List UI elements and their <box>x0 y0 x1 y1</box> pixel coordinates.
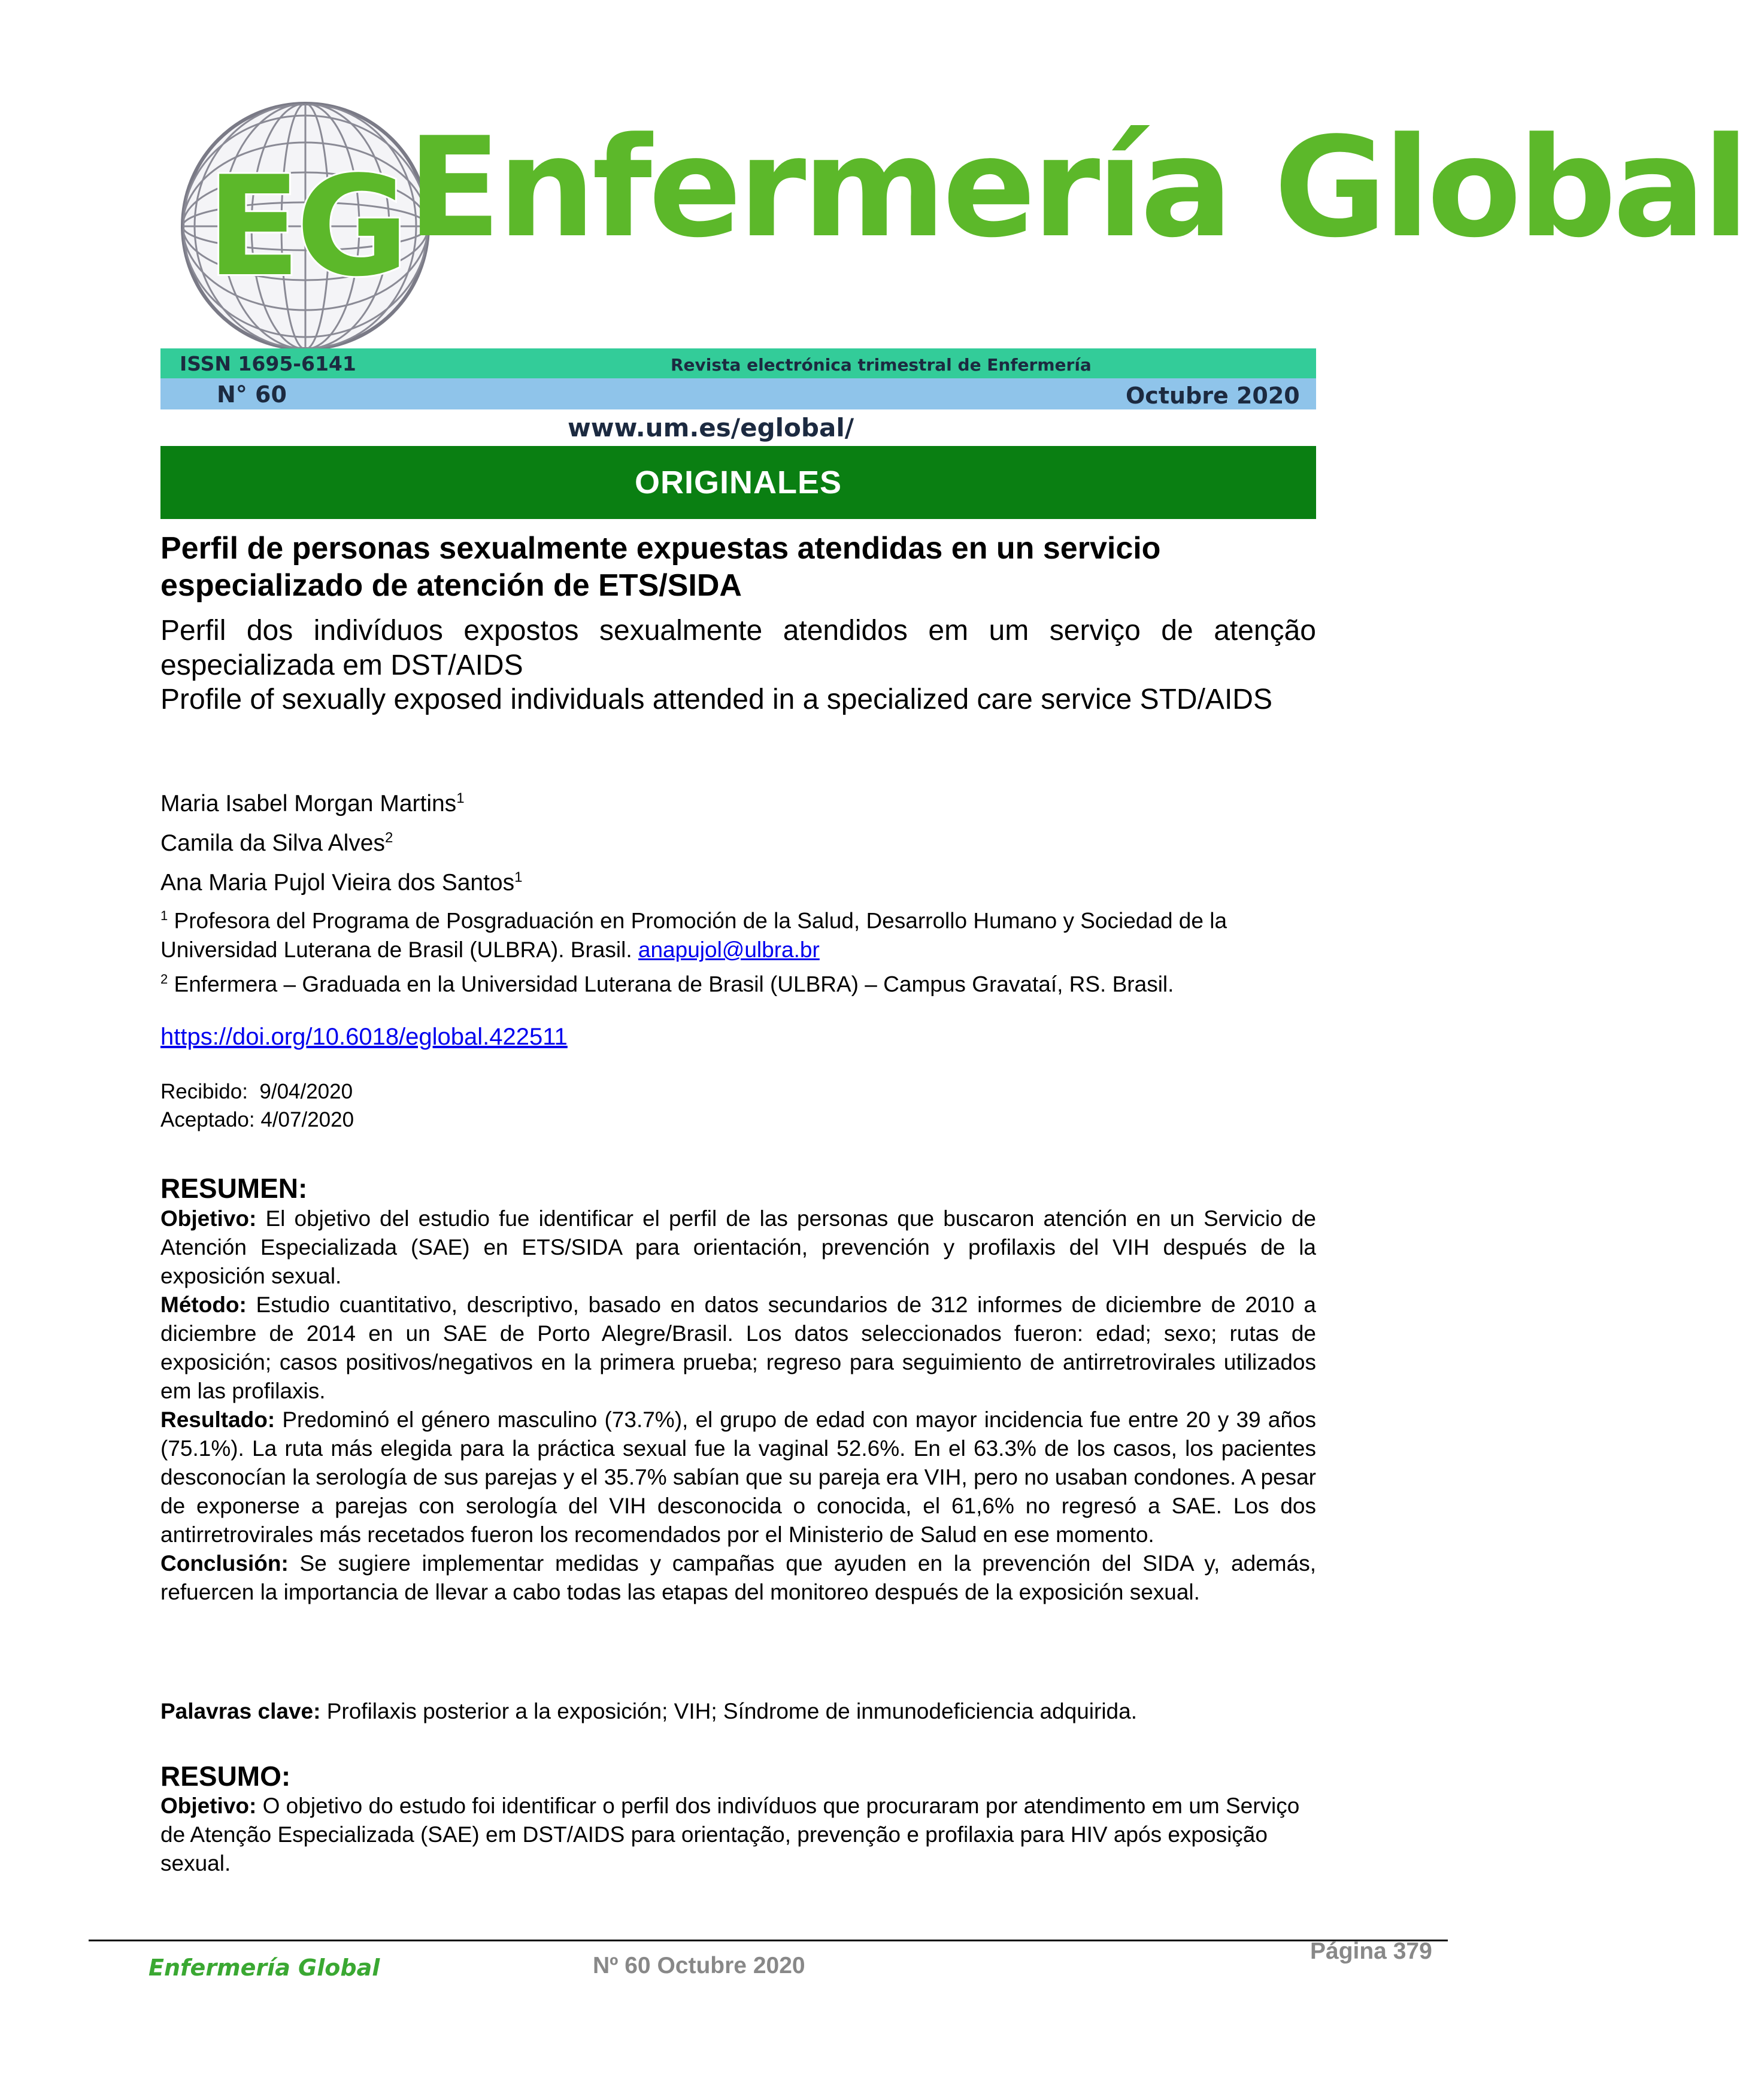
resumo-heading: RESUMO: <box>160 1761 291 1792</box>
page-number: Página 379 <box>1310 1938 1432 1964</box>
article-title-english: Profile of sexually exposed individuals attended in a specialized care service STD/AIDS <box>160 684 1272 715</box>
abstract-results: Resultado: Predominó el género masculino (73.7%), el grupo de edad con mayor incidencia fue entre 20 y 39 años (75.1%). La ruta más elegida para la práctica sexual fue la vaginal 52.6%. En el 63.3% de los casos, los pacientes desconocían la serología de sus parejas y el 35.7% sabían que su pareja era VIH, pero no usaban condones. A pesar de exponerse a parejas con serología del VIH desconocida o conocida, el 61,6% no regresó a SAE. Los dos antirretrovirales más recetados fueron los recomendados por el Ministerio de Salud en ese momento. <box>160 1407 1316 1547</box>
issue-number: N° 60 <box>217 381 287 408</box>
affiliation-ref: 1 <box>514 869 523 885</box>
author: Maria Isabel Morgan Martins$^1$ <box>160 790 465 817</box>
keywords-text: Profilaxis posterior a la exposición; VIH; Síndrome de inmunodeficiencia adquirida. <box>320 1699 1137 1723</box>
affiliations <box>160 901 1316 999</box>
affiliation-ref: 2 <box>385 830 393 846</box>
issue-date: Octubre 2020 <box>1126 383 1300 409</box>
affiliation-1: $^1$ Profesora del Programa de Posgraduación en Promoción de la Salud, Desarrollo Humano y Sociedad de la Universidad Luterana de Brasil (ULBRA). Brasil. anapujol@ulbra.br <box>160 908 1227 963</box>
section-title: ORIGINALES <box>634 465 842 500</box>
author-email-link[interactable]: anapujol@ulbra.br <box>638 937 820 963</box>
journal-tagline: Revista electrónica trimestral de Enfermería <box>671 355 1092 375</box>
author-list <box>160 781 1316 900</box>
keywords-label: Palavras clave: <box>160 1699 321 1723</box>
journal-logo-wordmark: Enfermería Global <box>407 108 1746 268</box>
footer-issue: Nº 60 Octubre 2020 <box>593 1953 805 1978</box>
accepted-date: Aceptado: 4/07/2020 <box>160 1108 354 1131</box>
author: Ana Maria Pujol Vieira dos Santos$^1$ <box>160 869 523 896</box>
submission-dates <box>160 1078 1316 1134</box>
abstract-conclusion: Conclusión: Se sugiere implementar medidas y campañas que ayuden en la prevención del SIDA y, además, refuercen la importancia de llevar a cabo todas las etapas del monitoreo después de la exposición sexual. <box>160 1551 1316 1604</box>
article-title-spanish: Perfil de personas sexualmente expuestas atendidas en un servicio especializado de atención de ETS/SIDA <box>160 531 1161 603</box>
keywords <box>160 1699 1316 1724</box>
abstract-method: Método: Estudio cuantitativo, descriptivo, basado en datos secundarios de 312 informes de diciembre de 2010 a diciembre de 2014 en un SAE de Porto Alegre/Brasil. Los datos seleccionados fueron: edad; sexo; rutas de exposición; casos positivos/negativos en la primera prueba; regreso para seguimiento de antirretrovirales utilizados em las profilaxis. <box>160 1292 1316 1403</box>
doi <box>160 1024 1316 1051</box>
received-date: Recibido: 9/04/2020 <box>160 1080 353 1103</box>
article-title-portuguese: Perfil dos indivíduos expostos sexualmente atendidos em um serviço de atenção especializada em DST/AIDS <box>160 615 1316 681</box>
issn: ISSN 1695-6141 <box>180 352 356 375</box>
abstract-objective: Objetivo: O objetivo do estudo foi identificar o perfil dos indivíduos que procuraram por atendimento em um Serviço de Atenção Especializada (SAE) em DST/AIDS para orientação, prevenção e profilaxia para HIV após exposição sexual. <box>160 1794 1300 1876</box>
abstract-objective: Objetivo: El objetivo del estudio fue identificar el perfil de las personas que buscaron atención en un Servicio de Atención Especializada (SAE) en ETS/SIDA para orientación, prevención y profilaxis del VIH después de la exposición sexual. <box>160 1206 1316 1288</box>
footer-journal-name: Enfermería Global <box>148 1955 380 1981</box>
journal-website-link[interactable]: www.um.es/eglobal/ <box>568 413 854 442</box>
abstract-portuguese <box>160 1792 1310 1878</box>
abstract-spanish <box>160 1204 1316 1607</box>
resumen-heading: RESUMEN: <box>160 1173 308 1204</box>
author: Camila da Silva Alves$^2$ <box>160 830 393 856</box>
logo-initials: EG <box>207 147 404 307</box>
affiliation-ref: 1 <box>456 790 465 806</box>
affiliation-2: $^2$ Enfermera – Graduada en la Universidad Luterana de Brasil (ULBRA) – Campus Gravataí, RS. Brasil. <box>160 972 1174 997</box>
doi-link[interactable]: https://doi.org/10.6018/eglobal.422511 <box>160 1024 568 1050</box>
section-banner <box>160 446 1316 519</box>
globe-logo-icon <box>174 95 437 358</box>
footer-divider <box>89 1940 1448 1941</box>
